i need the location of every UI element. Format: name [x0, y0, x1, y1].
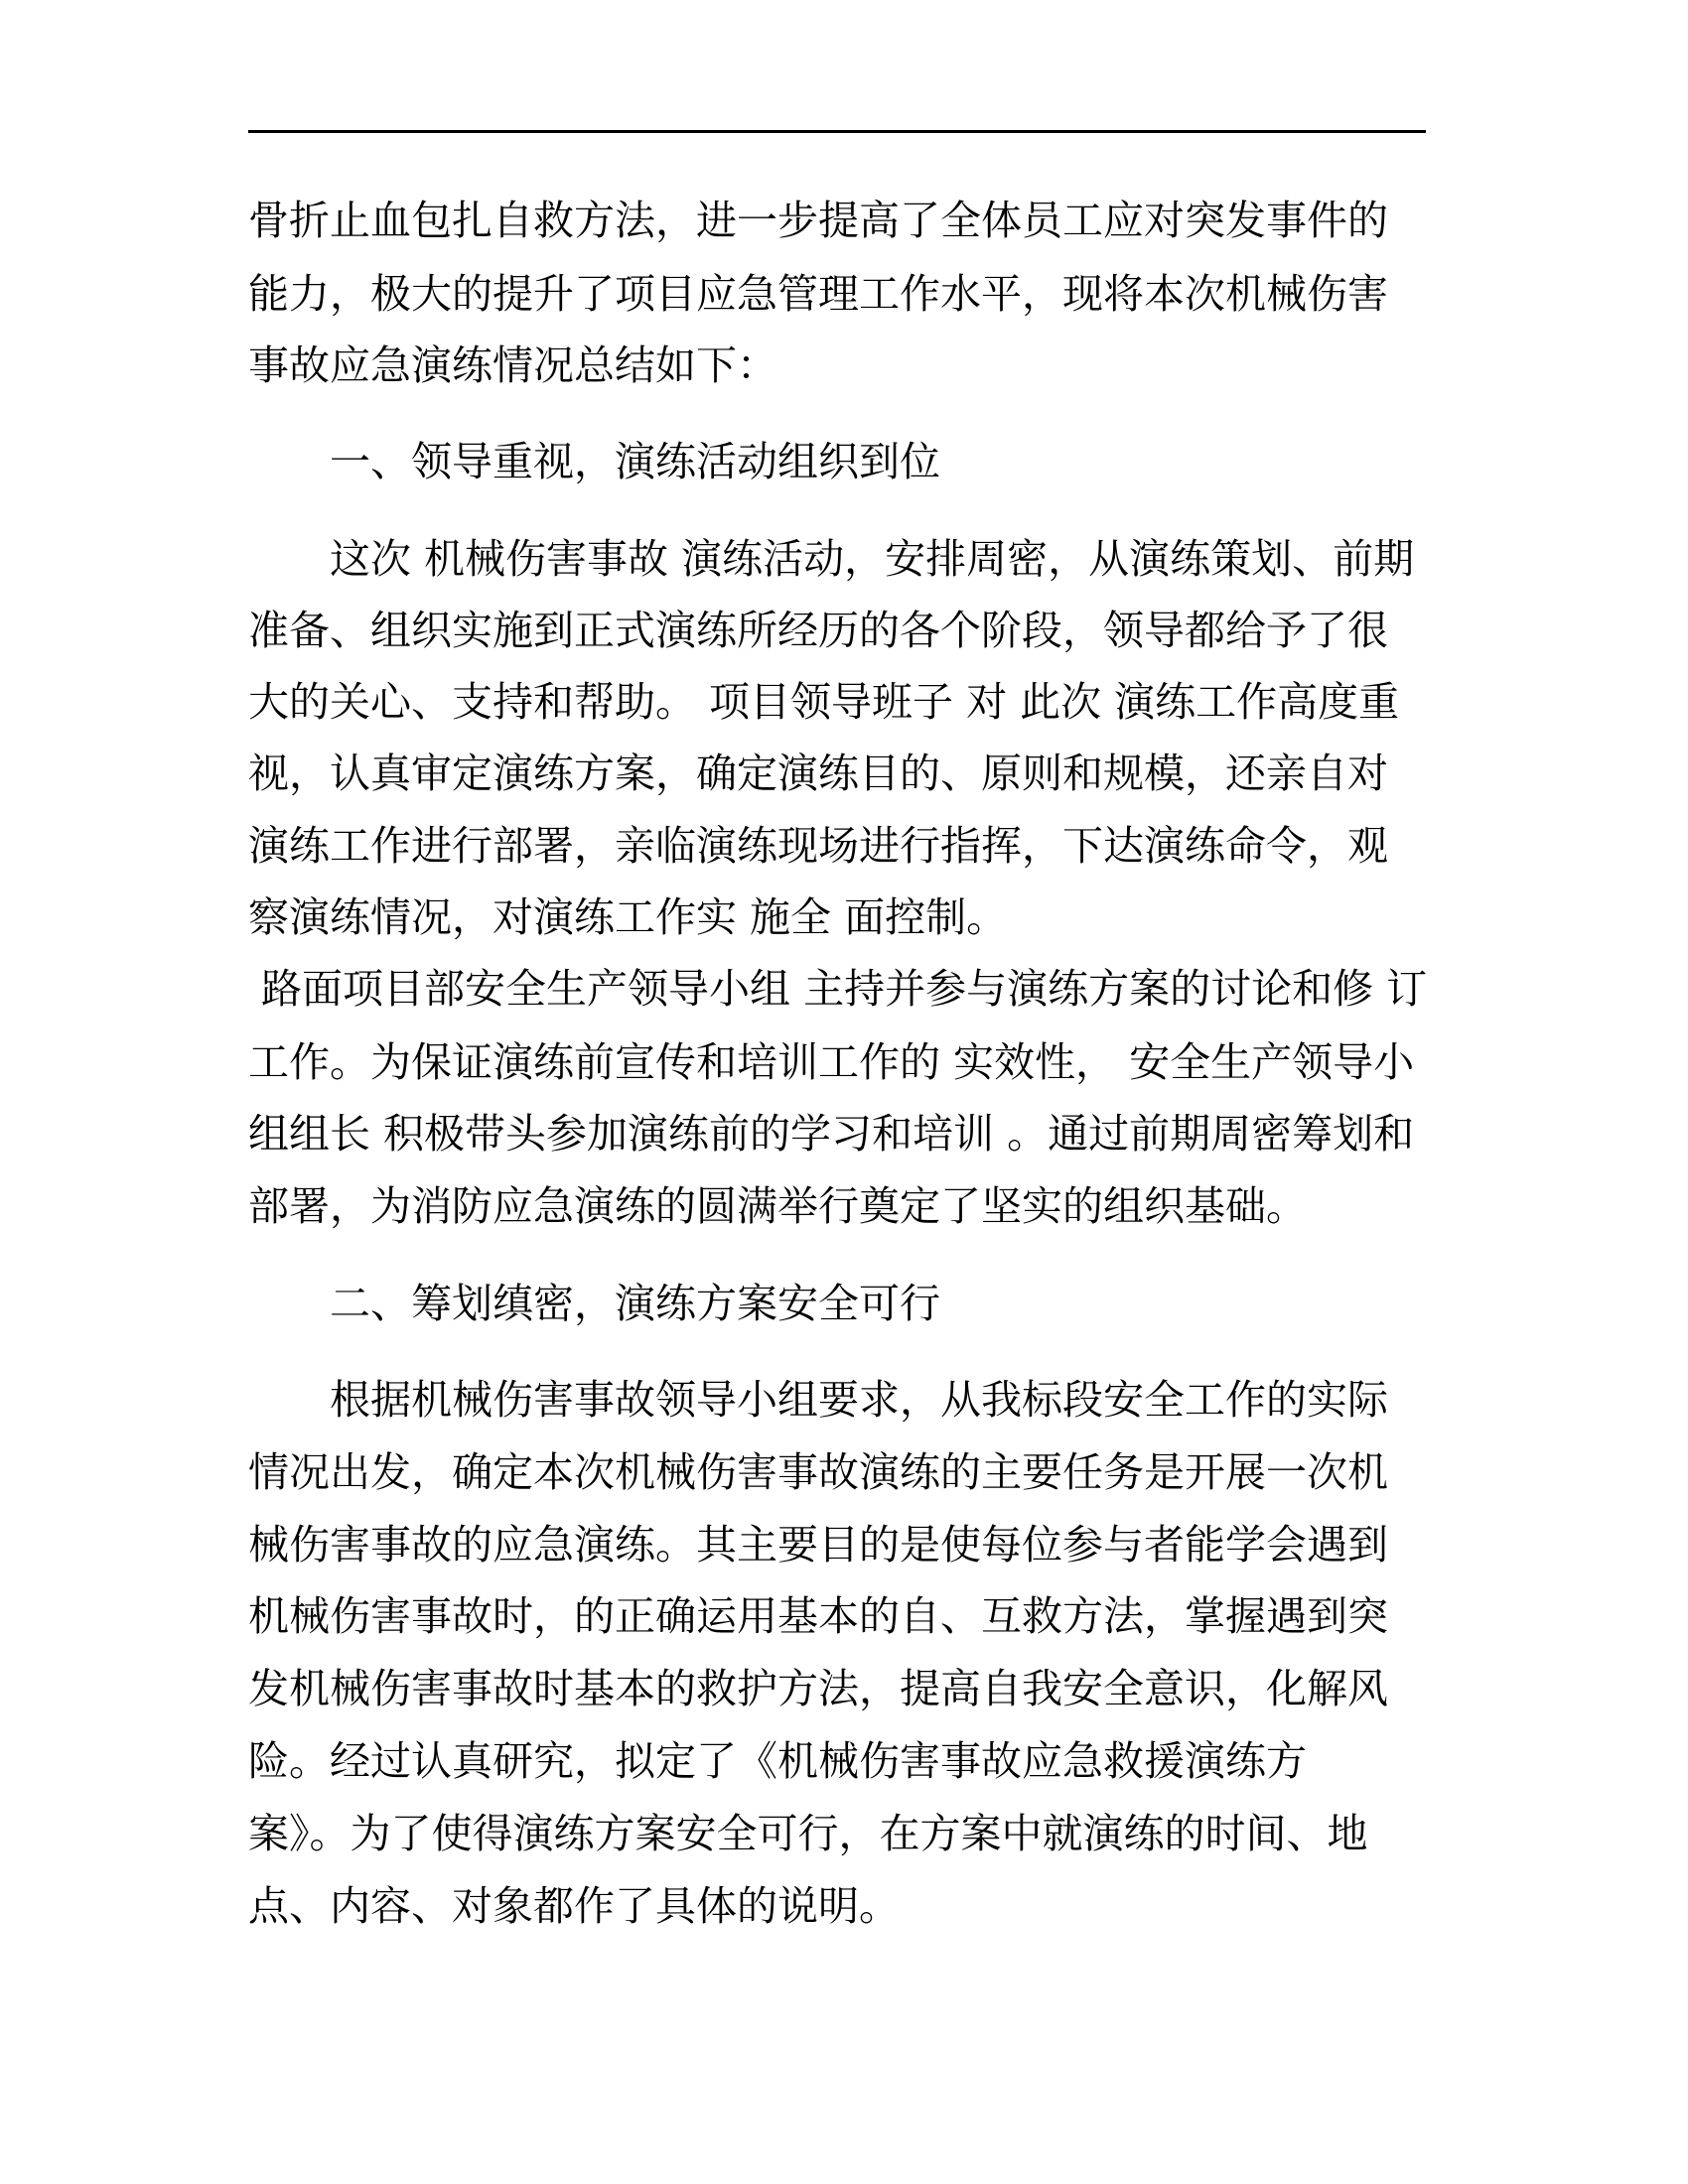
text-line: 械伤害事故的应急演练。其主要目的是使每位参与者能学会遇到 — [248, 1521, 1388, 1569]
text-line: 情况出发，确定本次机械伤害事故演练的主要任务是开展一次机 — [248, 1448, 1388, 1496]
text-line: 组组长 积极带头参加演练前的学习和培训 。通过前期周密筹划和 — [248, 1110, 1415, 1158]
text-line: 根据机械伤害事故领导小组要求，从我标段安全工作的实际 — [248, 1376, 1388, 1424]
section-heading-1: 一、领导重视，演练活动组织到位 — [248, 438, 940, 485]
text-line: 察演练情况，对演练工作实 施全 面控制。 — [248, 893, 1008, 941]
text-line: 工作。为保证演练前宣传和培训工作的 实效性， 安全生产领导小 — [248, 1038, 1415, 1086]
text-line: 事故应急演练情况总结如下： — [248, 341, 777, 389]
text-line: 视，认真审定演练方案，确定演练目的、原则和规模，还亲自对 — [248, 750, 1388, 797]
text-line: 准备、组织实施到正式演练所经历的各个阶段，领导都给予了很 — [248, 607, 1388, 654]
header-rule — [248, 130, 1426, 133]
text-line: 点、内容、对象都作了具体的说明。 — [248, 1882, 900, 1930]
text-line: 险。经过认真研究，拟定了《机械伤害事故应急救援演练方 — [248, 1737, 1307, 1785]
text-line: 路面项目部安全生产领导小组 主持并参与演练方案的讨论和修 订 — [248, 965, 1428, 1013]
text-line: 机械伤害事故时，的正确运用基本的自、互救方法，掌握遇到突 — [248, 1592, 1388, 1640]
text-line: 发机械伤害事故时基本的救护方法，提高自我安全意识，化解风 — [248, 1665, 1388, 1712]
text-line: 能力，极大的提升了项目应急管理工作水平，现将本次机械伤害 — [248, 270, 1388, 318]
text-line: 部署，为消防应急演练的圆满举行奠定了坚实的组织基础。 — [248, 1182, 1307, 1230]
text-line: 这次 机械伤害事故 演练活动，安排周密，从演练策划、前期 — [248, 535, 1415, 583]
text-line: 骨折止血包扎自救方法，进一步提高了全体员工应对突发事件的 — [248, 197, 1388, 244]
text-line: 案》。为了使得演练方案安全可行，在方案中就演练的时间、地 — [248, 1810, 1368, 1857]
section-heading-2: 二、筹划缜密，演练方案安全可行 — [248, 1280, 940, 1327]
text-line: 大的关心、支持和帮助。 项目领导班子 对 此次 演练工作高度重 — [248, 678, 1400, 726]
text-line: 演练工作进行部署，亲临演练现场进行指挥，下达演练命令，观 — [248, 822, 1388, 870]
